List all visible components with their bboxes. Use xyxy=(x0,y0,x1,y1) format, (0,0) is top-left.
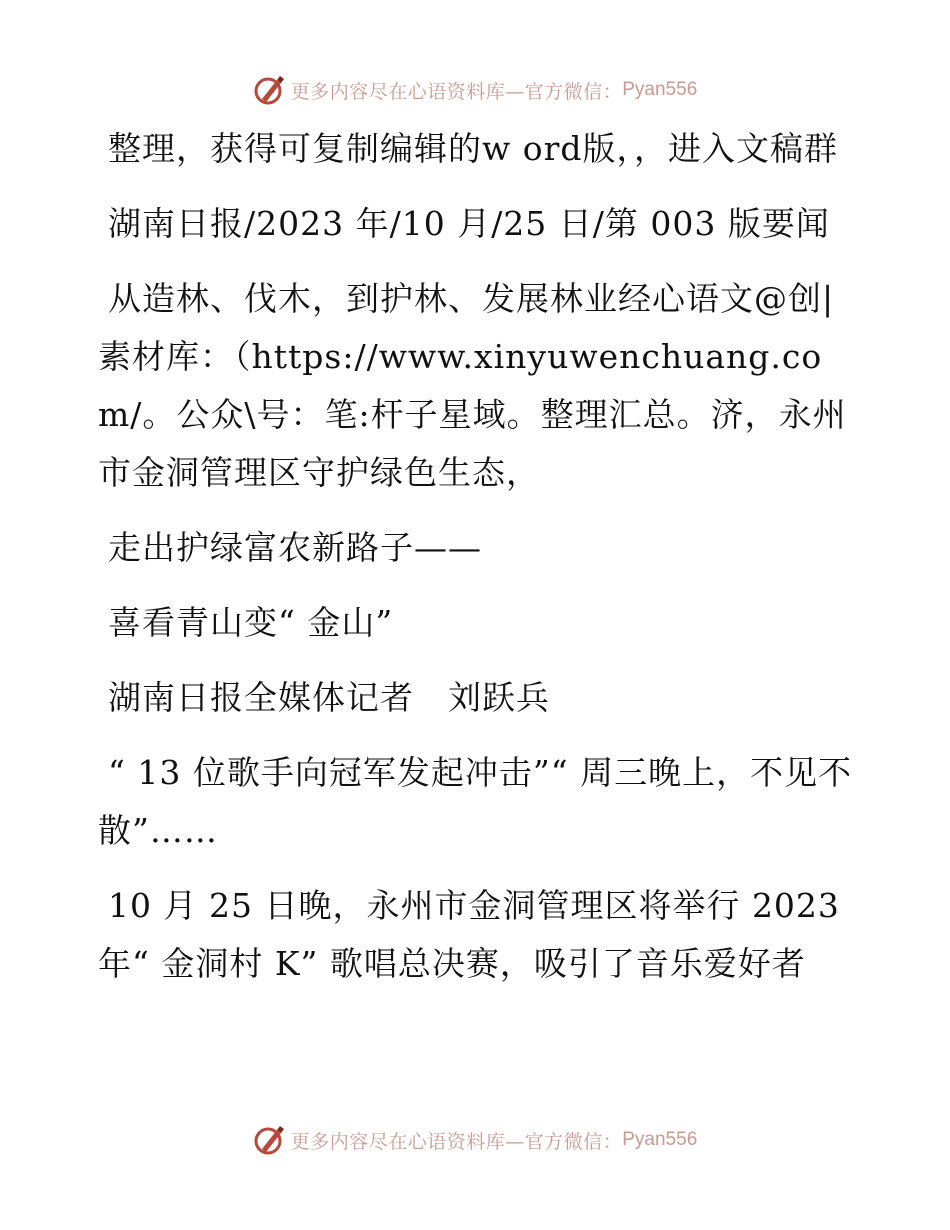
watermark-text: 更多内容尽在心语资料库—官方微信： xyxy=(290,1130,623,1153)
pen-logo-icon xyxy=(253,73,287,107)
paragraph-byline: 湖南日报全媒体记者 刘跃兵 xyxy=(108,678,550,717)
paragraph-headline-main: 喜看青山变“ 金山” xyxy=(108,603,394,642)
paragraph-quote: “ 13 位歌手向冠军发起冲击”“ 周三晚上，不见不散”…… xyxy=(98,753,853,850)
paragraph-intro: 整理，获得可复制编辑的w ord版，，进入文稿群 xyxy=(108,129,839,168)
header-watermark xyxy=(0,70,950,110)
footer-watermark xyxy=(0,1120,950,1160)
paragraph-source: 湖南日报/2023 年/10 月/25 日/第 003 版要闻 xyxy=(108,204,830,243)
document-body xyxy=(98,120,858,1010)
watermark-text: 更多内容尽在心语资料库—官方微信： xyxy=(290,80,623,103)
paragraph-headline-sub: 走出护绿富农新路子—— xyxy=(108,528,482,567)
paragraph-headline-lead: 从造林、伐木，到护林、发展林业经心语文@创|素材库：（https://www.xinyuwenchuang.com/。公众\号：笔:杆子星域。整理汇总。济，永州市金洞管理区守护绿色生态， xyxy=(98,279,847,492)
pen-logo-icon xyxy=(253,1123,287,1157)
watermark-wechat-id: Pyan556 xyxy=(622,79,698,100)
watermark-wechat-id: Pyan556 xyxy=(622,1129,698,1150)
paragraph-body: 10 月 25 日晚，永州市金洞管理区将举行 2023 年“ 金洞村 K” 歌唱总决赛，吸引了音乐爱好者 xyxy=(98,886,852,983)
